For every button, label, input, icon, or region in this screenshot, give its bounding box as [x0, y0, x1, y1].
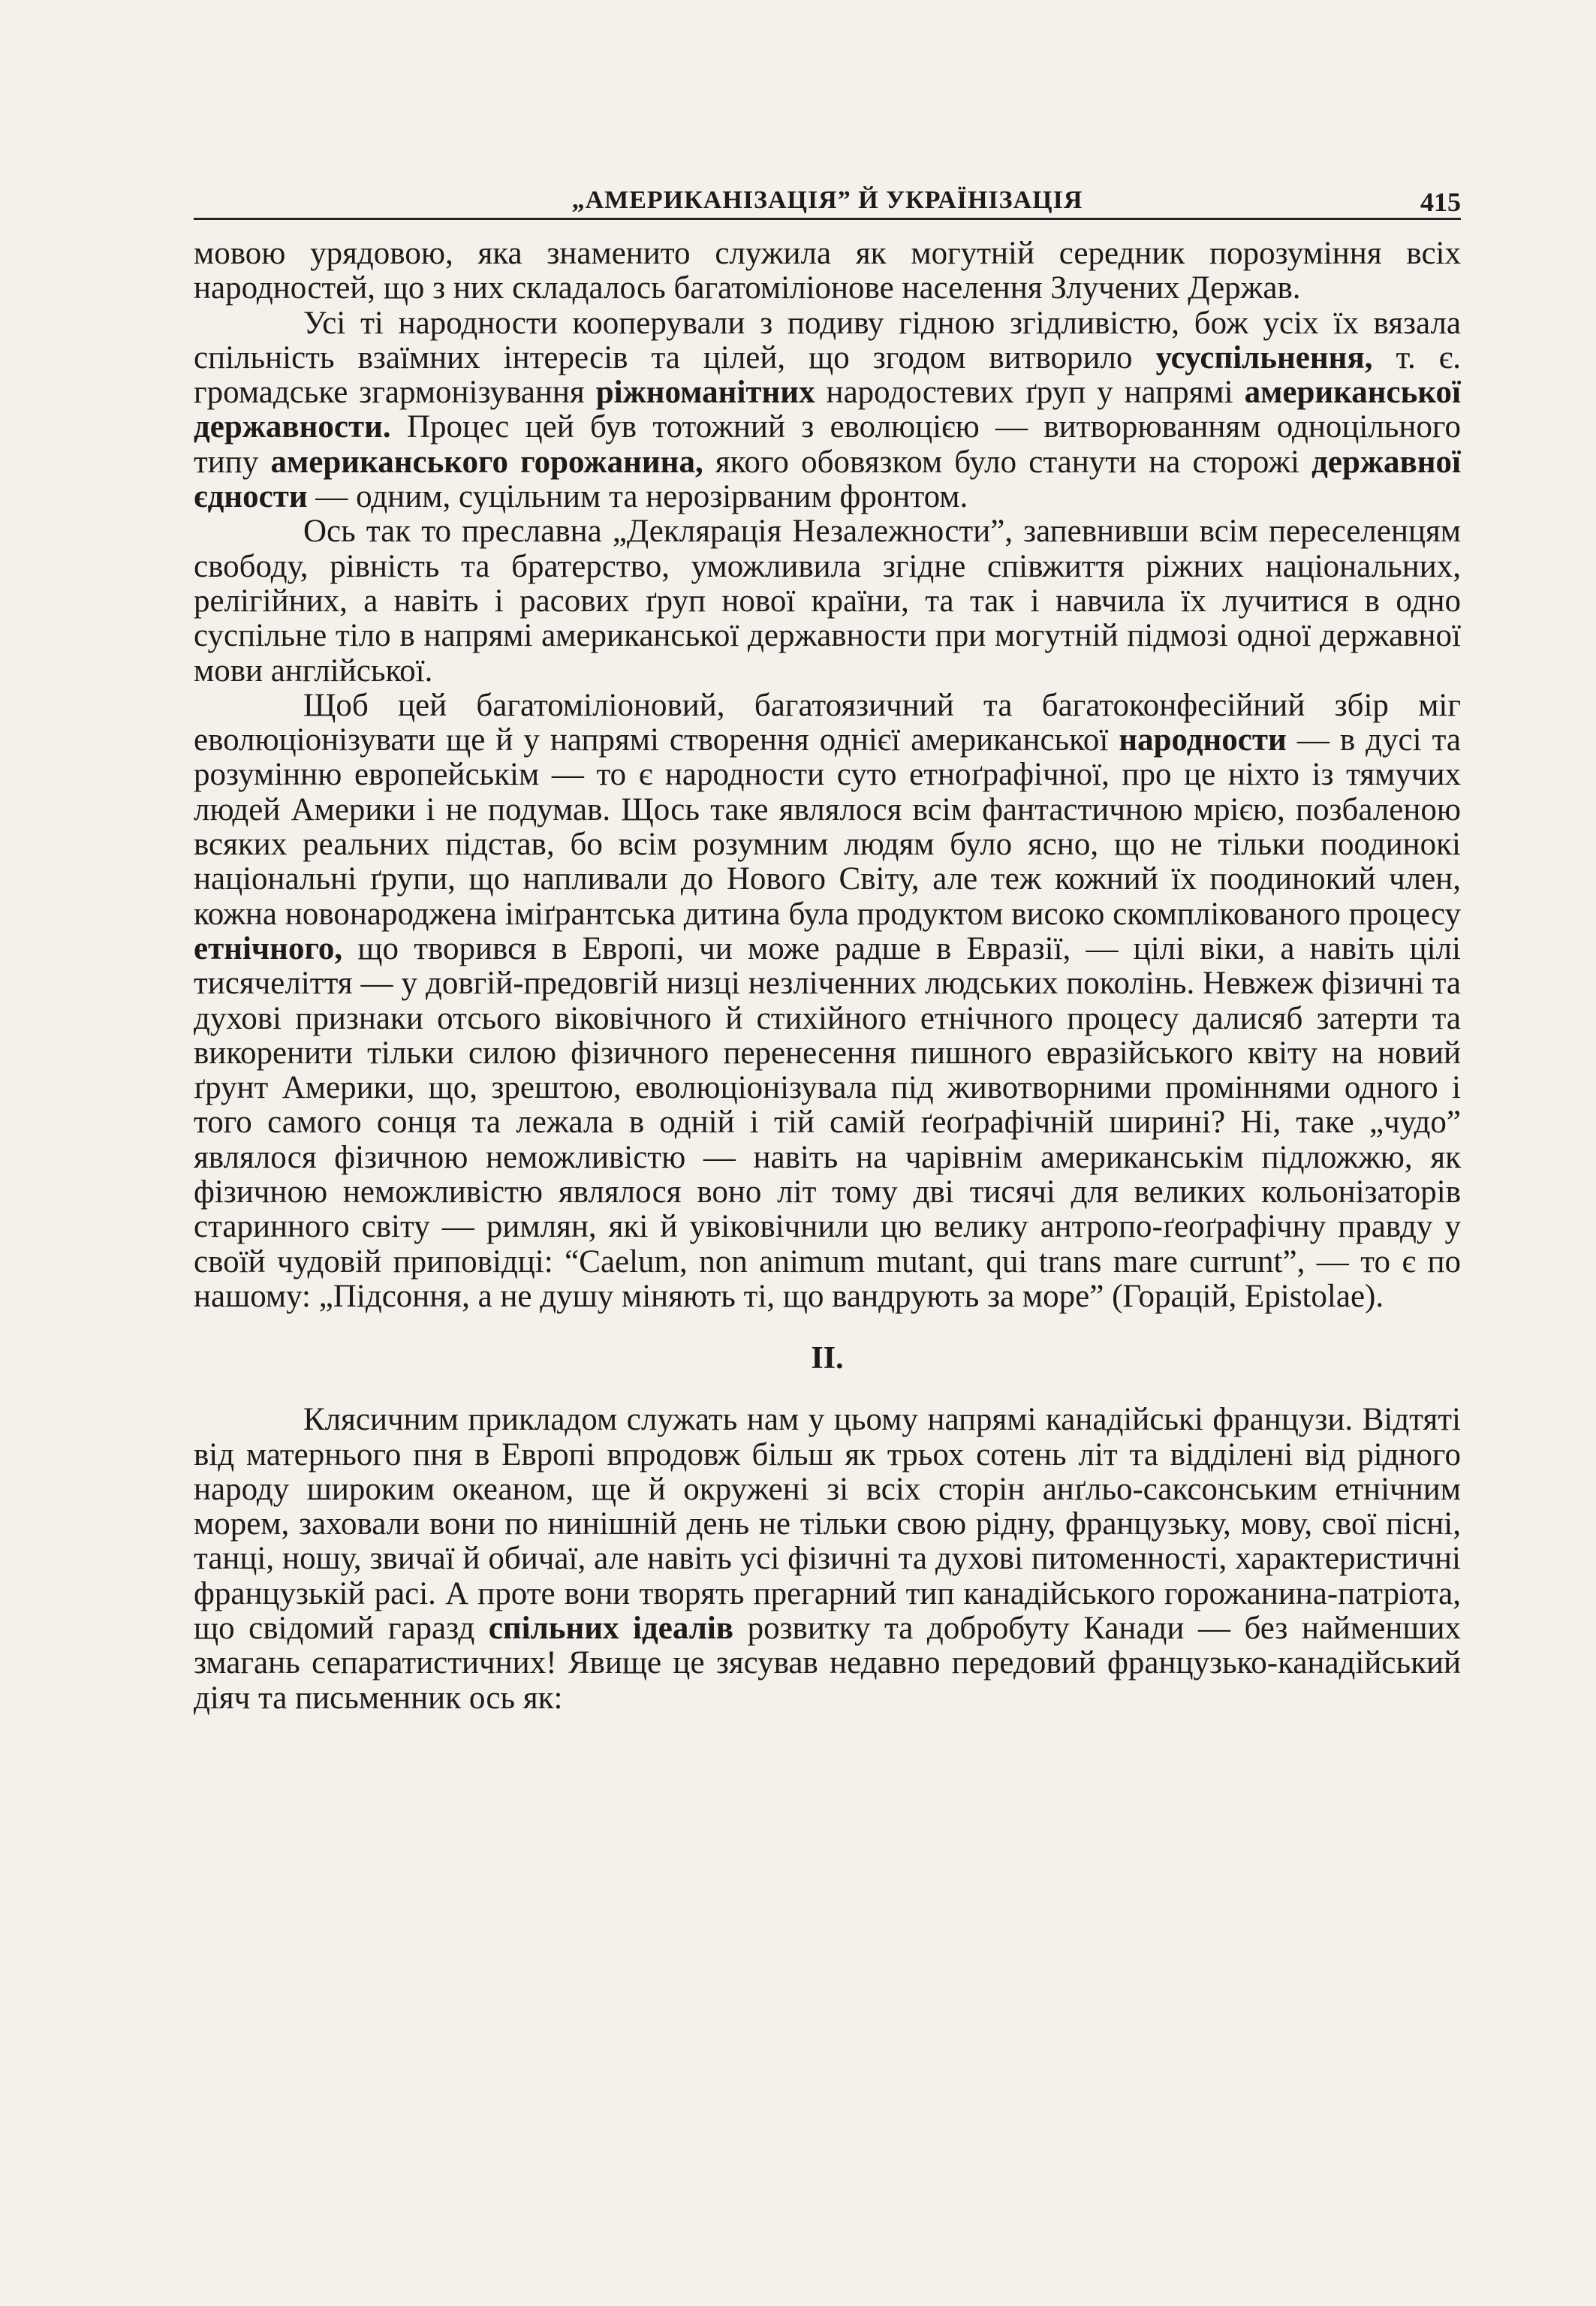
bold-term: народности — [1119, 722, 1287, 758]
document-page — [194, 173, 1461, 1716]
text-run: народостевих ґруп у напрямі — [815, 375, 1245, 411]
text-run: — одним, суцільним та нерозірваним фронтом. — [307, 479, 968, 515]
paragraph-1 — [194, 237, 1461, 306]
text-run: Ось так то преславна „Деклярація Незалежности”, запевнивши всім переселенцям свободу, рівність та братерство, уможливила згідне співжиття ріжних національних, релігійних, а навіть і расових ґруп нової країни, та так і навчила їх лучитися в одно суспільне тіло в напрямі американської державности при могутній підмозі одної державної мови англійської. — [194, 514, 1461, 689]
text-run: т. є. громадське згармонізування — [194, 339, 1462, 411]
paragraph-4 — [194, 689, 1461, 1314]
text-run: мовою урядовою, яка знаменито служила як могутній середник порозуміння всіх народностей, що з них складалось багатоміліонове населення Злучених Держав. — [194, 236, 1461, 306]
text-run: Щоб цей багатоміліоновий, багатоязичний та багатоконфесійний збір міг еволюціонізувати ще й у напрямі створення однієї американської — [194, 687, 1461, 758]
bold-term: державної єдности — [194, 444, 1461, 515]
text-run: якого обовязком було станути на сторожі — [703, 444, 1312, 480]
paragraph-3 — [194, 514, 1461, 688]
bold-term: ріжноманітних — [595, 375, 815, 411]
paragraph-2 — [194, 306, 1461, 515]
body-text — [194, 237, 1461, 1716]
text-run: що творився в Европі, чи може радше в Евразії, — цілі віки, а навіть цілі тисячеліття — у довгій-предовгій низці незліченних людських поколінь. Невжеж фізичні та духові признаки отсього віковічного й стихійного етнічного процесу далисяб затерти та викоренити тільки силою фізичного перенесення пишного евразійського квіту на новий ґрунт Америки, що, зрештою, еволюціонізувала під животворними проміннями одного і того самого сонця та лежала в одній і тій самій ґеоґрафічній ширині? Ні, таке „чудо” являлося фізичною неможливістю — навіть на чарівнім американськім підложжю, як фізичною неможливістю являлося воно літ тому дві тисячі для великих кольонізаторів старинного світу — римлян, які й увіковічнили цю велику антропо-ґеоґрафічну правду у своїй чудовій приповідці: “Caelum, non animum mutant, qui trans mare currunt”, — то є по нашому: „Підсоння, а не душу міняють ті, що вандрують за море” (Горацій, Epistolae). — [194, 930, 1461, 1314]
bold-term: американського горожанина, — [270, 444, 703, 480]
bold-term: американської державности. — [194, 375, 1462, 445]
running-header — [194, 173, 1461, 220]
running-title: „АМЕРИКАНІЗАЦІЯ” Й УКРАЇНІЗАЦІЯ — [571, 186, 1083, 214]
text-run: — в дусі та розумінню европейськім — то є народности суто етноґрафічної, про це ніхто із тямучих людей Америки і не подумав. Щось таке являлося всім фантастичною мрією, позбаленою всяких реальних підстав, бо всім розумним людям було ясно, що не тільки поодинокі національні ґрупи, що напливали до Нового Світу, але теж кожний їх поодинокий член, кожна новонароджена іміґрантська дитина була продуктом високо скомплікованого процесу — [194, 722, 1461, 932]
bold-term: усуспільнення, — [1155, 339, 1373, 375]
text-run: розвитку та добробуту Канади — без найменших змагань сепаратистичних! Явище це зясував недавно передовий французько-канадійський діяч та письменник ось як: — [194, 1610, 1461, 1716]
section-heading: II. — [811, 1341, 844, 1376]
text-run: Клясичним прикладом служать нам у цьому напрямі канадійські французи. Відтяті від матернього пня в Европі впродовж більш як трьох сотень літ та відділені від рідного народу широким океаном, ще й окружені зі всіх сторін анґльо-саксонським етнічним морем, заховали вони по нинішній день не тільки свою рідну, французьку, мову, свої пісні, танці, ношу, звичаї й обичаї, але навіть усі фізичні та духові питоменності, характеристичні французькій расі. А проте вони творять прегарний тип канадійського горожанина-патріота, що свідомий гаразд — [194, 1402, 1461, 1646]
text-run: Усі ті народности кооперували з подиву гідною згідливістю, бож усіх їх вязала спільність взаїмних інтересів та цілей, що згодом витворило — [194, 305, 1461, 375]
text-run: Процес цей був тотожний з еволюцією — витворюванням одноцільного типу — [194, 409, 1461, 480]
bold-term: етнічного, — [194, 930, 343, 966]
paragraph-5 — [194, 1403, 1461, 1716]
bold-term: спільних ідеалів — [488, 1610, 734, 1646]
page-number: 415 — [1420, 187, 1461, 217]
